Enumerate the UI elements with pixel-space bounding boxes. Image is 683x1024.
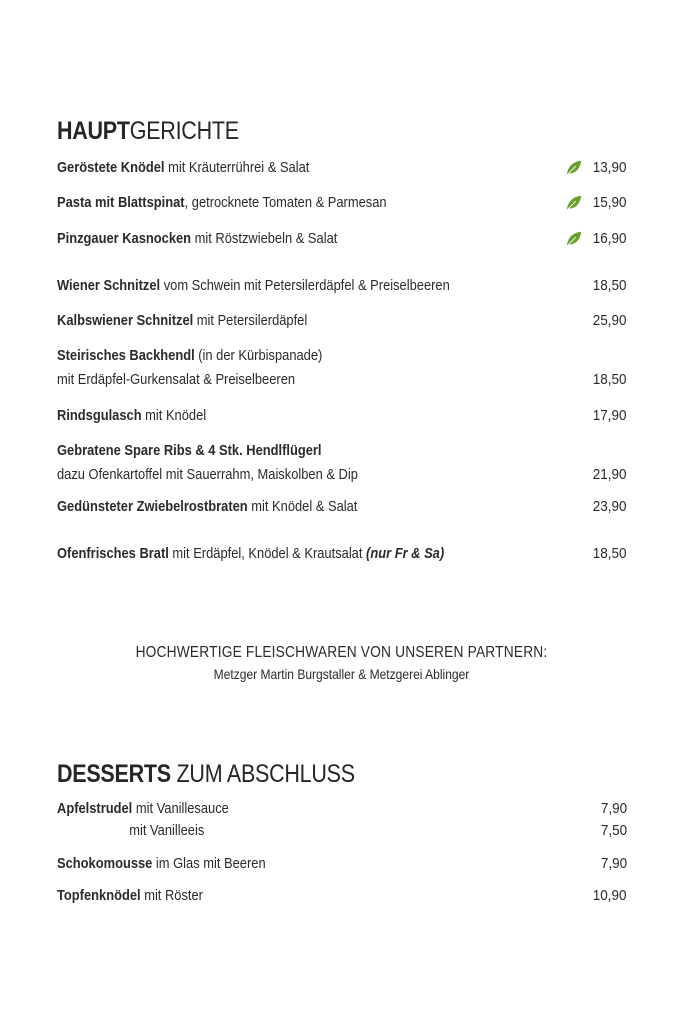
item-note: (nur Fr & Sa) [366, 545, 445, 562]
item-price: 17,90 [593, 407, 627, 424]
desserts-title-rest: ZUM ABSCHLUSS [170, 760, 355, 788]
item-price: 18,50 [593, 371, 627, 388]
menu-item [57, 345, 627, 391]
menu-item [57, 496, 627, 518]
desserts-title-bold: DESSERTS [57, 760, 171, 788]
item-desc: vom Schwein mit Petersilerdäpfel & Preiselbeeren [160, 277, 450, 294]
item-price: 15,90 [593, 194, 627, 211]
item-desc: mit Röster [140, 887, 203, 904]
partners-subtitle: Metzger Martin Burgstaller & Metzgerei Ablinger [213, 666, 470, 682]
item-name: Topfenknödel [57, 887, 141, 904]
item-desc: mit Erdäpfel, Knödel & Krautsalat [168, 545, 367, 562]
item-price-2: 7,50 [600, 822, 627, 839]
menu-item [57, 228, 627, 250]
item-price: 18,50 [593, 277, 627, 294]
menu-item [57, 405, 627, 427]
item-name: Gebratene Spare Ribs & 4 Stk. Hendlflügerl [57, 442, 322, 459]
item-name: Rindsgulasch [57, 407, 142, 424]
item-desc: , getrocknete Tomaten & Parmesan [184, 194, 387, 211]
menu-item [57, 192, 627, 214]
dessert-item [57, 885, 627, 907]
menu-item [57, 275, 627, 297]
item-desc: mit Kräuterrührei & Salat [164, 159, 310, 176]
item-name: Apfelstrudel [57, 800, 133, 817]
item-price: 23,90 [593, 498, 627, 515]
leaf-icon [565, 159, 583, 177]
item-name: Schokomousse [57, 855, 153, 872]
leaf-icon [565, 194, 583, 212]
main-title-rest: GERICHTE [129, 117, 239, 145]
item-desc: mit Petersilerdäpfel [193, 312, 308, 329]
item-name: Wiener Schnitzel [57, 277, 161, 294]
menu-item [57, 310, 627, 332]
item-name: Kalbswiener Schnitzel [57, 312, 194, 329]
item-price: 16,90 [593, 230, 627, 247]
main-section-title [57, 117, 239, 146]
item-name: Steirisches Backhendl [57, 347, 195, 364]
dessert-item [57, 798, 627, 842]
item-price: 21,90 [593, 466, 627, 483]
item-price: 18,50 [593, 545, 627, 562]
item-desc: (in der Kürbispanade) [194, 347, 323, 364]
item-desc: im Glas mit Beeren [152, 855, 266, 872]
item-desc-line2: dazu Ofenkartoffel mit Sauerrahm, Maiskolben & Dip [57, 466, 358, 483]
item-desc-line2: mit Vanilleeis [129, 822, 205, 839]
item-price: 7,90 [600, 800, 627, 817]
item-desc-line2: mit Erdäpfel-Gurkensalat & Preiselbeeren [57, 371, 296, 388]
item-name: Pasta mit Blattspinat [57, 194, 185, 211]
item-price: 10,90 [593, 887, 627, 904]
menu-item [57, 440, 627, 486]
item-desc: mit Röstzwiebeln & Salat [191, 230, 338, 247]
item-name: Gedünsteter Zwiebelrostbraten [57, 498, 248, 515]
item-price: 25,90 [593, 312, 627, 329]
leaf-icon [565, 230, 583, 248]
item-desc: mit Vanillesauce [132, 800, 229, 817]
main-title-bold: HAUPT [57, 117, 130, 145]
item-price: 7,90 [600, 855, 627, 872]
item-name: Pinzgauer Kasnocken [57, 230, 192, 247]
partners-title: HOCHWERTIGE FLEISCHWAREN VON UNSEREN PARTNERN: [135, 644, 548, 661]
item-name: Geröstete Knödel [57, 159, 165, 176]
partners-block [0, 644, 683, 682]
dessert-item [57, 853, 627, 875]
desserts-section-title [57, 760, 355, 789]
item-desc: mit Knödel [141, 407, 207, 424]
item-name: Ofenfrisches Bratl [57, 545, 169, 562]
menu-item [57, 157, 627, 179]
item-price: 13,90 [593, 159, 627, 176]
menu-item [57, 543, 627, 565]
item-desc: mit Knödel & Salat [247, 498, 358, 515]
